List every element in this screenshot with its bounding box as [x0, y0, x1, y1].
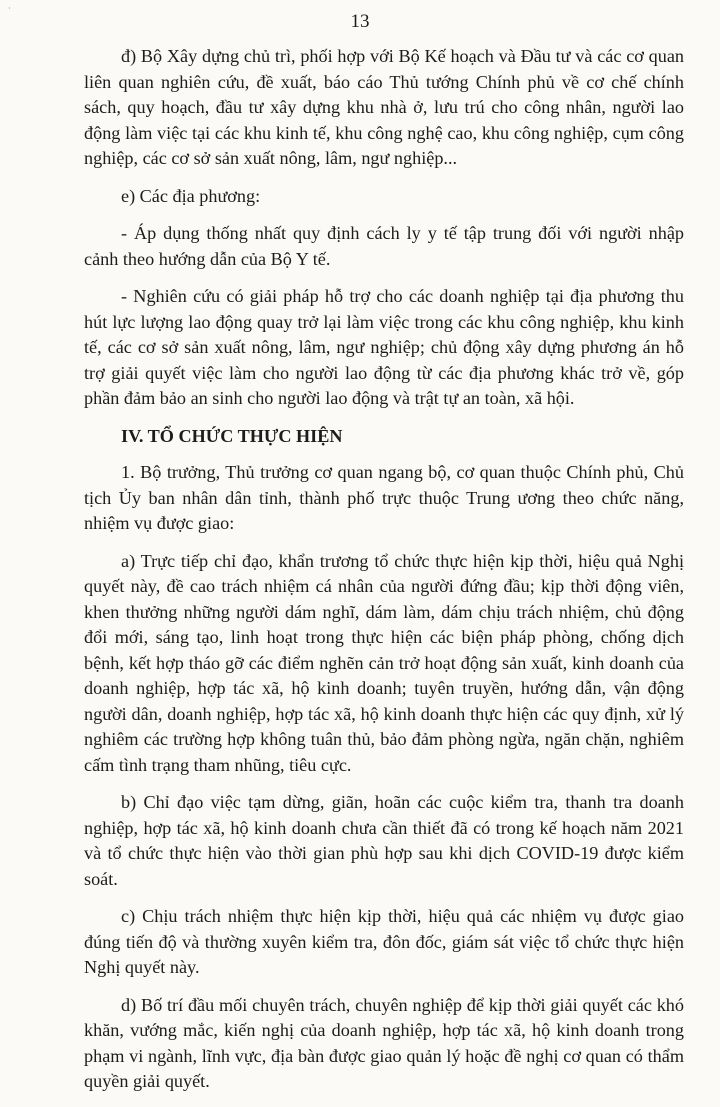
paragraph-e-bullet-support: - Nghiên cứu có giải pháp hỗ trợ cho các doanh nghiệp tại địa phương thu hút lực lượng lao động quay trở lại làm việc trong các khu công nghiệp, khu kinh tế, các cơ sở sản xuất nông, lâm, ngư nghiệp; chủ động xây dựng phương án hỗ trợ giải quyết việc làm cho người lao động từ các địa phương khác trở về, góp phần đảm bảo an sinh cho người lao động và trật tự an toàn, xã hội.	[84, 286, 684, 408]
paragraph-1c: c) Chịu trách nhiệm thực hiện kịp thời, hiệu quả các nhiệm vụ được giao đúng tiến độ và thường xuyên kiểm tra, đôn đốc, giám sát việc tổ chức thực hiện Nghị quyết này.	[84, 906, 684, 977]
paragraph-1a: a) Trực tiếp chỉ đạo, khẩn trương tổ chức thực hiện kịp thời, hiệu quả Nghị quyết này, đề cao trách nhiệm cá nhân của người đứng đầu; kịp thời động viên, khen thưởng những người dám nghĩ, dám làm, dám chịu trách nhiệm, chủ động đổi mới, sáng tạo, linh hoạt trong thực hiện các biện pháp phòng, chống dịch bệnh, kết hợp tháo gỡ các điểm nghẽn cản trở hoạt động sản xuất, kinh doanh của doanh nghiệp, hợp tác xã, hộ kinh doanh; tuyên truyền, hướng dẫn, vận động người dân, doanh nghiệp, hợp tác xã, hộ kinh doanh thực hiện các quy định, xử lý nghiêm các trường hợp không tuân thủ, bảo đảm phòng ngừa, ngăn chặn, nghiêm cấm tình trạng tham nhũng, tiêu cực.	[84, 550, 684, 775]
paragraph-1: 1. Bộ trưởng, Thủ trưởng cơ quan ngang bộ, cơ quan thuộc Chính phủ, Chủ tịch Ủy ban nhân dân tỉnh, thành phố trực thuộc Trung ương theo chức năng, nhiệm vụ được giao:	[84, 462, 684, 533]
document-body	[84, 44, 684, 1107]
paragraph-1b: b) Chỉ đạo việc tạm dừng, giãn, hoãn các cuộc kiểm tra, thanh tra doanh nghiệp, hợp tác xã, hộ kinh doanh chưa cần thiết đã có trong kế hoạch năm 2021 và tổ chức thực hiện vào thời gian phù hợp sau khi dịch COVID-19 được kiểm soát.	[84, 792, 684, 889]
paragraph-e-bullet-quarantine: - Áp dụng thống nhất quy định cách ly y tế tập trung đối với người nhập cảnh theo hướng dẫn của Bộ Y tế.	[84, 223, 684, 269]
section-heading-iv: IV. TỔ CHỨC THỰC HIỆN	[121, 425, 343, 446]
paragraph-1d: d) Bố trí đầu mối chuyên trách, chuyên nghiệp để kịp thời giải quyết các khó khăn, vướng mắc, kiến nghị của doanh nghiệp, hợp tác xã, hộ kinh doanh trong phạm vi ngành, lĩnh vực, địa bàn được giao quản lý hoặc đề nghị cơ quan có thẩm quyền giải quyết.	[84, 994, 684, 1091]
paragraph-d-construction: đ) Bộ Xây dựng chủ trì, phối hợp với Bộ Kế hoạch và Đầu tư và các cơ quan liên quan nghiên cứu, đề xuất, báo cáo Thủ tướng Chính phủ về cơ chế chính sách, quy hoạch, đầu tư xây dựng khu nhà ở, lưu trú cho công nhân, người lao động làm việc tại các khu kinh tế, khu công nghệ cao, khu công nghiệp, cụm công nghiệp, các cơ sở sản xuất nông, lâm, ngư nghiệp...	[84, 46, 684, 168]
paragraph-e-localities: e) Các địa phương:	[121, 185, 261, 206]
scan-mark: ·	[8, 4, 11, 13]
page-number: 13	[350, 11, 370, 32]
